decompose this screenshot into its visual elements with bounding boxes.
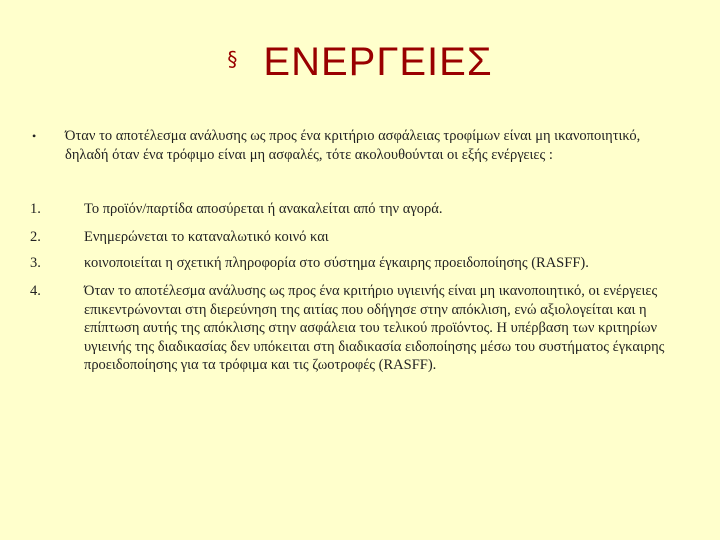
list-number: 1. — [30, 201, 41, 217]
list-number: 2. — [30, 229, 41, 245]
intro-text: Όταν το αποτέλεσμα ανάλυσης ως προς ένα κριτήριο ασφάλειας τροφίμων είναι μη ικανοποιητικό, δηλαδή όταν ένα τρόφιμο είναι μη ασφαλές, τότε ακολουθούνται οι εξής ενέργειες : — [65, 128, 641, 163]
bullet-icon: • — [32, 129, 37, 143]
list-number: 4. — [30, 283, 41, 299]
title-bullet-icon: § — [227, 46, 238, 71]
slide-title — [0, 40, 720, 100]
list-item-text: κοινοποιείται η σχετική πληροφορία στο σύστημα έγκαιρης προειδοποίησης (RASFF). — [84, 255, 589, 271]
list-number: 3. — [30, 255, 41, 271]
list-item-text: Όταν το αποτέλεσμα ανάλυσης ως προς ένα κριτήριο υγιεινής είναι μη ικανοποιητικό, οι ενέργειες επικεντρώνονται στη διερεύνηση της αιτίας που οδήγησε στην απόκλιση, ενώ αξιολογείται και η επίπτωση αυτής της απόκλισης στην ασφάλεια του τελικού προϊόντος. Η υπέρβαση των κριτηρίων υγιεινής της διαδικασίας δεν υπόκειται στη διαδικασία ειδοποίησης μέσω του συστήματος έγκαιρης προειδοποίησης για τα τρόφιμα και τις ζωοτροφές (RASFF). — [84, 283, 665, 373]
page-title: ΕΝΕΡΓΕΙΕΣ — [263, 40, 493, 84]
list-item-text: Το προϊόν/παρτίδα αποσύρεται ή ανακαλείται από την αγορά. — [84, 201, 443, 217]
list-item-text: Ενημερώνεται το καταναλωτικό κοινό και — [84, 229, 329, 245]
